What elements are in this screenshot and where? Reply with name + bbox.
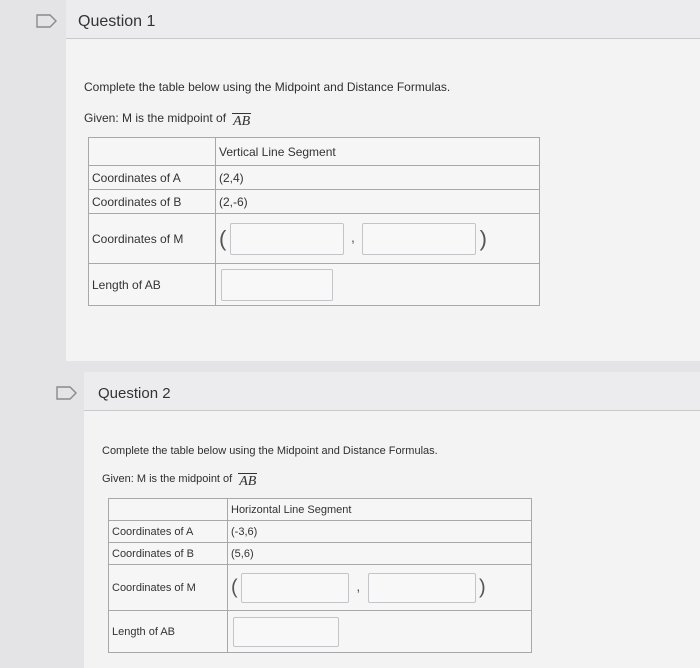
- question-2-given: [102, 471, 257, 487]
- row-label: Length of AB: [109, 611, 228, 653]
- comma: ,: [351, 228, 355, 245]
- row-value: (2,4): [216, 166, 540, 190]
- length-input[interactable]: [233, 617, 339, 647]
- segment-label: AB: [233, 114, 251, 129]
- midpoint-y-input[interactable]: [362, 223, 476, 255]
- flag-icon[interactable]: [36, 14, 58, 28]
- close-paren: ): [479, 225, 487, 251]
- question-1-title: Question 1: [78, 13, 156, 30]
- table-row: [89, 190, 540, 214]
- open-paren: (: [231, 576, 238, 598]
- table-row: [109, 565, 532, 611]
- given-text: Given: M is the midpoint of: [102, 473, 233, 485]
- row-value: (5,6): [228, 543, 532, 565]
- table-row: [89, 264, 540, 306]
- close-paren: ): [478, 576, 486, 598]
- row-label: Coordinates of A: [109, 521, 228, 543]
- question-2-instruction: Complete the table below using the Midpoint and Distance Formulas.: [102, 445, 438, 457]
- midpoint-inputs: [228, 565, 532, 611]
- table-row: [89, 166, 540, 190]
- header-cell: Horizontal Line Segment: [228, 499, 532, 521]
- table-row: [89, 214, 540, 264]
- given-text: Given: M is the midpoint of: [84, 111, 227, 125]
- row-label: Coordinates of B: [109, 543, 228, 565]
- row-label: Coordinates of M: [89, 214, 216, 264]
- row-label: Coordinates of M: [109, 565, 228, 611]
- header-blank-cell: [89, 138, 216, 166]
- question-1-instruction: Complete the table below using the Midpoint and Distance Formulas.: [84, 80, 451, 94]
- question-1-table: [88, 137, 540, 306]
- row-value: (2,-6): [216, 190, 540, 214]
- question-2-title: Question 2: [98, 385, 171, 402]
- question-1-given: [84, 111, 251, 127]
- row-value: (-3,6): [228, 521, 532, 543]
- midpoint-inputs: [216, 214, 540, 264]
- length-cell: [216, 264, 540, 306]
- midpoint-x-input[interactable]: [241, 573, 349, 603]
- row-label: Coordinates of A: [89, 166, 216, 190]
- open-paren: (: [219, 225, 227, 251]
- row-label: Length of AB: [89, 264, 216, 306]
- header-cell: Vertical Line Segment: [216, 138, 540, 166]
- midpoint-x-input[interactable]: [230, 223, 344, 255]
- comma: ,: [356, 577, 361, 594]
- row-label: Coordinates of B: [89, 190, 216, 214]
- midpoint-y-input[interactable]: [368, 573, 476, 603]
- table-row: [109, 543, 532, 565]
- header-blank-cell: [109, 499, 228, 521]
- table-row: [109, 611, 532, 653]
- length-input[interactable]: [221, 269, 333, 301]
- table-row: [109, 521, 532, 543]
- question-2-header: [84, 372, 700, 411]
- segment-label: AB: [239, 474, 257, 489]
- question-1-header: [66, 0, 700, 39]
- length-cell: [228, 611, 532, 653]
- flag-icon[interactable]: [56, 386, 78, 400]
- question-2-table: [108, 498, 532, 653]
